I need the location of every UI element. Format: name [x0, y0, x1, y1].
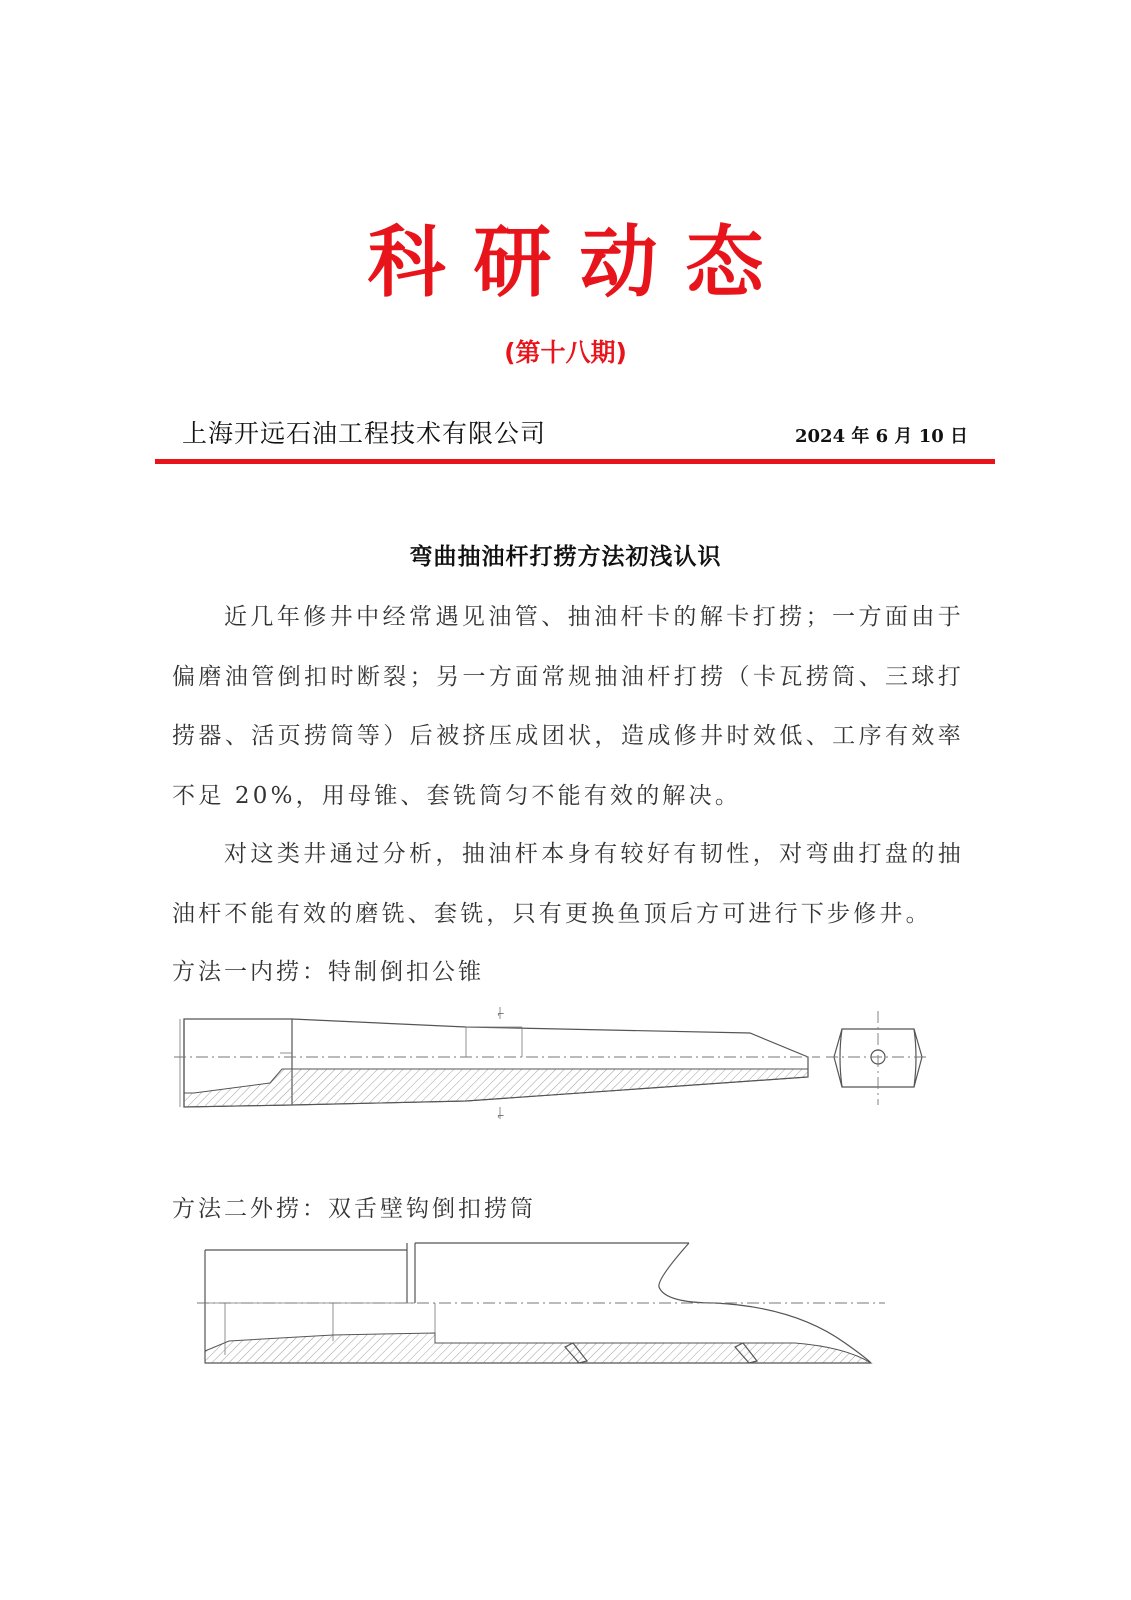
method-two-label: 方法二外捞：双舌壁钩倒扣捞筒: [172, 1196, 536, 1222]
tap-end-view: [826, 1011, 930, 1105]
company-name: 上海开远石油工程技术有限公司: [182, 419, 547, 448]
article-title: 弯曲抽油杆打捞方法初浅认识: [409, 543, 722, 570]
issue-number: (第十八期): [504, 338, 627, 367]
double-tongue-overshot-drawing: [195, 1235, 895, 1375]
header-divider: [155, 459, 995, 464]
publish-date: 2024 年 6 月 10 日: [795, 426, 969, 447]
overshot-section-hatch: [205, 1333, 871, 1363]
reverse-tap-drawing: [170, 1005, 960, 1135]
svg-text:⌐: ⌐: [497, 1112, 505, 1122]
paragraph-2: 对这类井通过分析，抽油杆本身有较好有韧性，对弯曲打盘的抽油杆不能有效的磨铣、套铣，只有更换鱼顶后方可进行下步修井。: [172, 841, 964, 927]
masthead-title: 科研动态: [367, 218, 792, 308]
paragraph-1: 近几年修井中经常遇见油管、抽油杆卡的解卡打捞；一方面由于偏磨油管倒扣时断裂；另一方面常规抽油杆打捞（卡瓦捞筒、三球打捞器、活页捞筒等）后被挤压成团状，造成修井时效低、工序有效率不足 20%，用母锥、套铣筒匀不能有效的解决。: [172, 604, 964, 809]
method-one-label: 方法一内捞：特制倒扣公锥: [172, 959, 484, 985]
section-mark: [497, 1007, 505, 1122]
tap-section-hatch: [184, 1069, 808, 1107]
svg-text:⌐: ⌐: [497, 1010, 505, 1020]
